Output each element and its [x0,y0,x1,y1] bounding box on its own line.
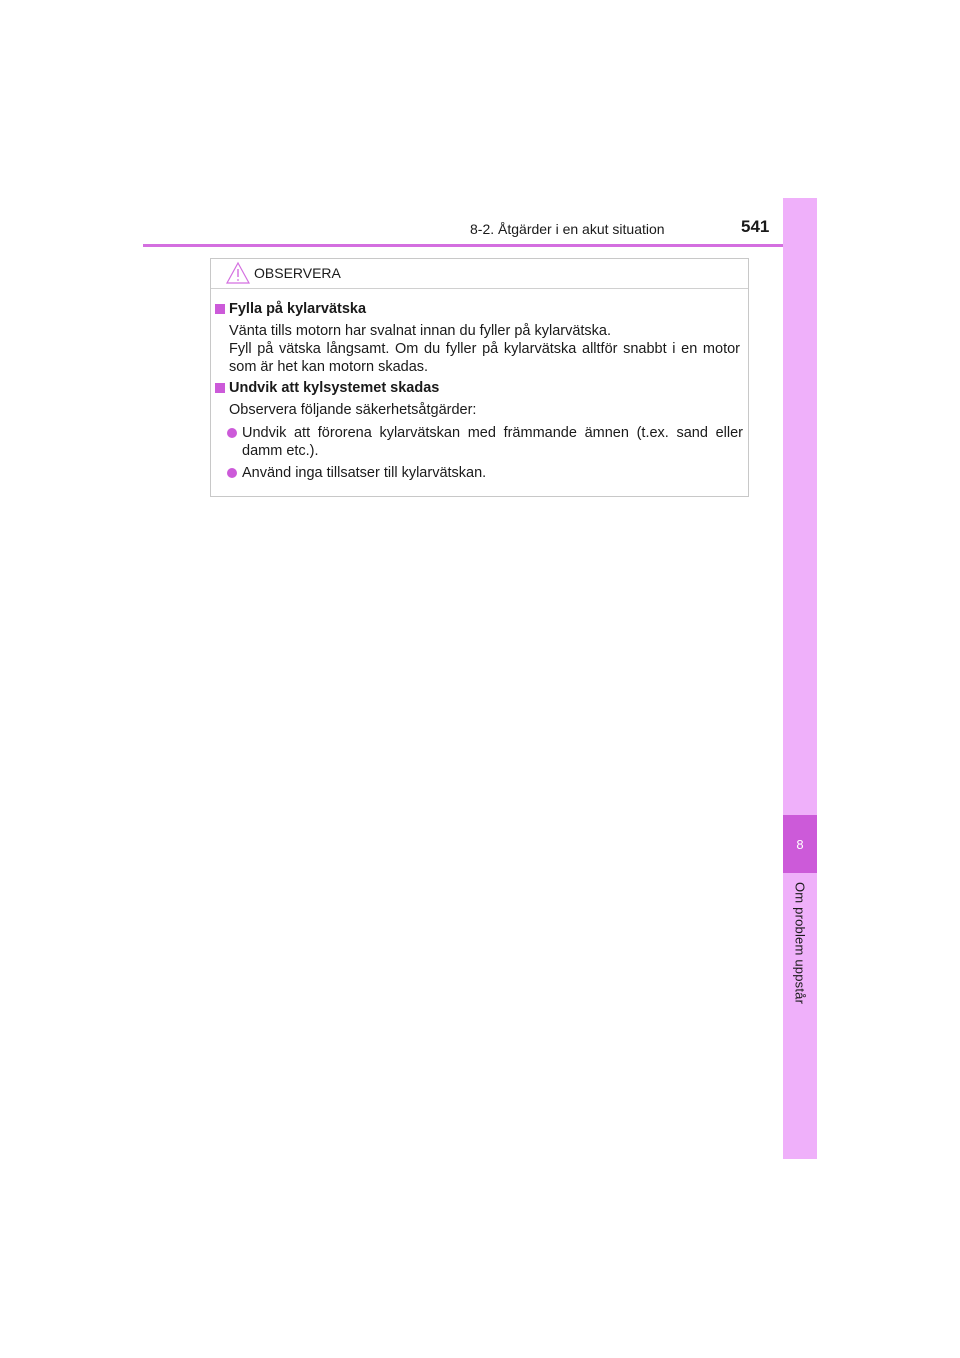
notice-header [211,259,748,289]
paragraph: Observera följande säkerhetsåtgärder: [229,402,477,418]
square-bullet-icon [215,304,225,314]
circle-bullet-icon [227,428,237,438]
notice-box [210,258,749,497]
paragraph: Vänta tills motorn har svalnat innan du fyller på kylarvätska. [229,323,612,339]
circle-bullet-icon [227,468,237,478]
list-item: Undvik att förorena kylarvätskan med främmande ämnen (t.ex. sand eller damm etc.). [227,424,743,460]
page-number: 541 [741,217,770,236]
header-rule [143,244,817,247]
paragraph: Fyll på vätska långsamt. Om du fyller på kylarvätska alltför snabbt i en motor som är het kan motorn skadas. [229,341,740,375]
item-heading: Fylla på kylarvätska [215,301,366,317]
section-title: 8-2. Åtgärder i en akut situation [470,221,665,237]
list-item: Använd inga tillsatser till kylarvätskan. [227,464,743,482]
notice-title: OBSERVERA [254,265,341,281]
square-bullet-icon [215,383,225,393]
chapter-label: Om problem uppstår [792,882,808,1005]
item-heading: Undvik att kylsystemet skadas [215,380,439,396]
warning-triangle-icon [225,261,251,285]
chapter-number: 8 [783,815,817,873]
